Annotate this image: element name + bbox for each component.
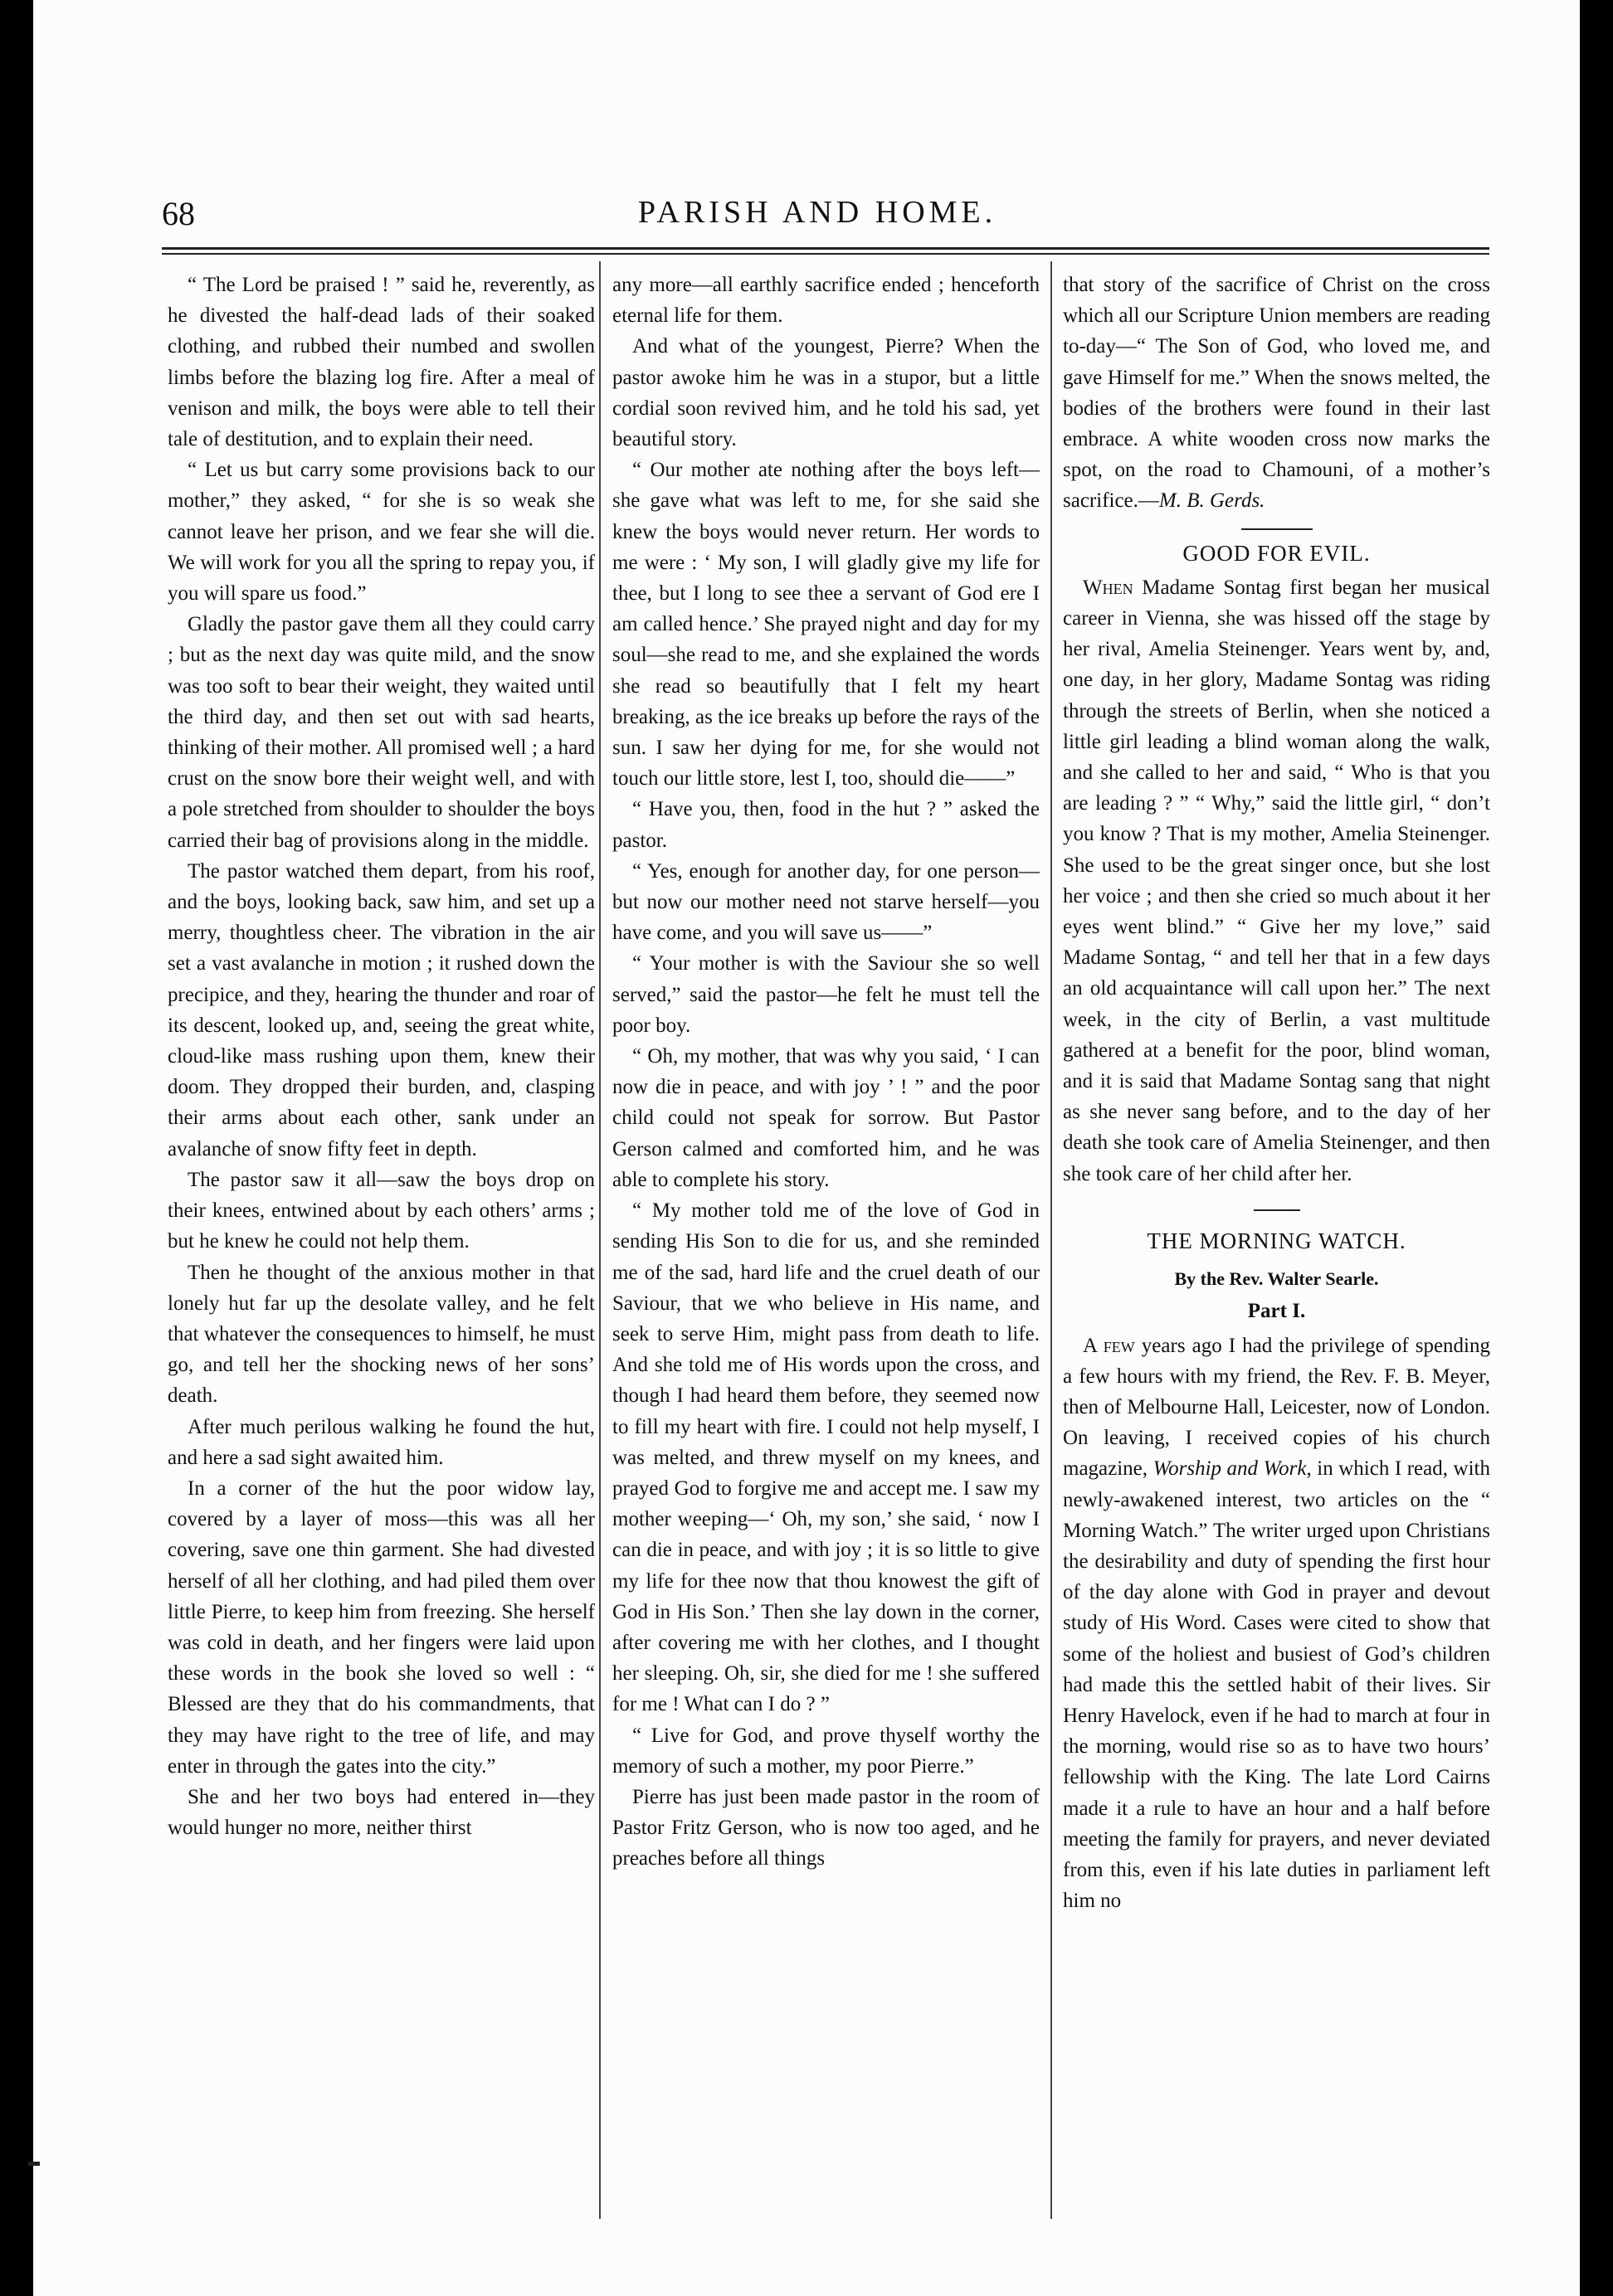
paragraph: And what of the youngest, Pierre? When the pastor awoke him he was in a stupor, but a little cordial soon revived him, and he told his sad, yet beautiful story. <box>612 335 1040 451</box>
header-rule <box>162 247 1489 250</box>
paragraph: “ Your mother is with the Saviour she so well served,” said the pastor—he felt he must tell the poor boy. <box>612 952 1040 1037</box>
paragraph <box>1063 572 1490 1189</box>
paragraph-text: years ago I had the privilege of spending a few hours with my friend, the Rev. F. B. Meyer, then of Melbourne Hall, Leicester, now of London. On leaving, I received copies of his church magazine, <box>1063 1334 1490 1481</box>
column-3 <box>1063 270 1490 1916</box>
column-2 <box>612 270 1040 1875</box>
paragraph: “ Let us but carry some provisions back to our mother,” they asked, “ for she is so weak she cannot leave her prison, and we fear she will die. We will work for you all the spring to repay you, if you will spare us food.” <box>168 459 595 606</box>
paragraph: “ Our mother ate nothing after the boys left—she gave what was left to me, for she said she knew the boys would never return. Her words to me were : ‘ My son, I will gladly give my life for thee, but I long to see thee a servant of God ere I am called hence.’ She prayed night and day for my soul—she read to me, and she explained the words she read so beautifully that I felt my heart breaking, as the ice breaks up before the rays of the sun. I saw her dying for me, for she would not touch our little store, lest I, too, should die——” <box>612 459 1040 790</box>
paragraph <box>1063 270 1490 517</box>
page-header <box>162 194 1473 241</box>
section-separator <box>1254 1209 1300 1211</box>
paragraph <box>1063 1330 1490 1917</box>
paragraph: Then he thought of the anxious mother in that lonely hut far up the desolate valley, and he felt that whatever the consequences to himself, he must go, and tell her the shocking news of her sons’ death. <box>168 1261 595 1408</box>
paragraph: The pastor watched them depart, from his roof, and the boys, looking back, saw him, and set up a merry, thoughtless cheer. The vibration in the air set a vast avalanche in motion ; it rushed down the precipice, and they, hearing the thunder and roar of its descent, looked up, and, seeing the great white, cloud-like mass rushing upon them, knew their doom. They dropped their burden, and, clasping their arms about each other, sank under an avalanche of snow fifty feet in depth. <box>168 859 595 1160</box>
column-divider <box>1050 261 1052 2219</box>
magazine-title: Worship and Work <box>1152 1457 1307 1481</box>
section-heading-morning-watch: THE MORNING WATCH. <box>1147 1228 1406 1253</box>
paragraph: Pierre has just been made pastor in the room of Pastor Fritz Gerson, who is now too aged, and he preaches before all things <box>612 1785 1040 1870</box>
lead-word: A few <box>1083 1334 1135 1357</box>
article-author: M. B. Gerds. <box>1158 489 1265 513</box>
lead-word: When <box>1083 576 1133 599</box>
column-1 <box>168 270 595 1843</box>
paragraph: “ Oh, my mother, that was why you said, ‘ I can now die in peace, and with joy ’ ! ” and the poor child could not speak for sorrow. But Pastor Gerson calmed and comforted him, and he was able to complete his story. <box>612 1045 1040 1191</box>
journal-title: PARISH AND HOME. <box>637 195 997 230</box>
paragraph: Gladly the pastor gave them all they could carry ; but as the next day was quite mild, and the snow was too soft to bear their weight, they waited until the third day, and then set out with sad hearts, thinking of their mother. All promised well ; a hard crust on the snow bore their weight well, and with a pole stretched from shoulder to shoulder the boys carried their bag of provisions along in the middle. <box>168 613 595 852</box>
paragraph: “ Have you, then, food in the hut ? ” asked the pastor. <box>612 798 1040 852</box>
paragraph: “ The Lord be praised ! ” said he, reverently, as he divested the half-dead lads of their soaked clothing, and rubbed their numbed and swollen limbs before the blazing log fire. After a meal of venison and milk, the boys were able to tell their tale of destitution, and to explain their need. <box>168 274 595 451</box>
margin-mark <box>28 2162 40 2166</box>
paragraph-text: Madame Sontag first began her musical career in Vienna, she was hissed off the stage by her rival, Amelia Steinenger. Years went by, and, one day, in her glory, Madame Sontag was riding through the streets of Berlin, when she noticed a little girl leading a blind woman along the walk, and she called to her and said, “ Who is that you are leading ? ” “ Why,” said the little girl, “ don’t you know ? That is my mother, Amelia Steinenger. She used to be the great singer once, but she lost her voice ; and then she cried so much about it her eyes went blind.” “ Give her my love,” said Madame Sontag, “ and tell her that in a few days an old acquaintance will call upon her.” The next week, in the city of Berlin, a vast multitude gathered at a benefit for the poor, blind woman, and it is said that Madame Sontag sang that night as she never sang before, and to the day of her death she took care of Amelia Steinenger, and then she took care of her child after her. <box>1063 576 1490 1185</box>
column-divider <box>599 261 601 2219</box>
section-heading-good-for-evil: GOOD FOR EVIL. <box>1182 540 1371 566</box>
header-rule-double <box>162 253 1489 255</box>
paragraph: After much perilous walking he found the hut, and here a sad sight awaited him. <box>168 1415 595 1469</box>
paragraph: “ Live for God, and prove thyself worthy the memory of such a mother, my poor Pierre.” <box>612 1724 1040 1778</box>
paragraph: “ Yes, enough for another day, for one person—but now our mother need not starve herself—you have come, and you will save us——” <box>612 859 1040 945</box>
byline: By the Rev. Walter Searle. <box>1174 1268 1379 1290</box>
part-label: Part I. <box>1247 1300 1306 1323</box>
paragraph: any more—all earthly sacrifice ended ; henceforth eternal life for them. <box>612 274 1040 328</box>
paragraph: “ My mother told me of the love of God in sending His Son to die for us, and she reminded me of the sad, hard life and the cruel death of our Saviour, that we who believe in His name, and seek to serve Him, might pass from death to life. And she told me of His words upon the cross, and though I had heard them before, they seemed now to fill my heart with fire. I could not help myself, I was melted, and threw myself on my knees, and prayed God to forgive me and accept me. I saw my mother weeping—‘ Oh, my son,’ she said, ‘ now I can die in peace, and with joy ; it is so little to give my life for thee now that thou knowest the gift of God in His Son.’ Then she lay down in the corner, after covering me with her clothes, and I thought her sleeping. Oh, sir, she died for me ! she suffered for me ! What can I do ? ” <box>612 1199 1040 1716</box>
page-number: 68 <box>162 195 195 232</box>
paragraph: In a corner of the hut the poor widow lay, covered by a layer of moss—this was all her covering, save one thin garment. She had divested herself of all her clothing, and had piled them over little Pierre, to keep him from freezing. She herself was cold in death, and her fingers were laid upon these words in the book she loved so well : “ Blessed are they that do his commandments, that they may have right to the tree of life, and may enter in through the gates into the city.” <box>168 1476 595 1778</box>
paragraph-text: that story of the sacrifice of Christ on the cross which all our Scripture Union members are reading to-day—“ The Son of God, who loved me, and gave Himself for me.” When the snows melted, the bodies of the brothers were found in their last embrace. A white wooden cross now marks the spot, on the road to Chamouni, of a mother’s sacrifice.— <box>1063 274 1490 513</box>
paragraph: The pastor saw it all—saw the boys drop on their knees, entwined about by each others’ arms ; but he knew he could not help them. <box>168 1168 595 1253</box>
section-separator <box>1241 528 1313 530</box>
paragraph: She and her two boys had entered in—they would hunger no more, neither thirst <box>168 1785 595 1840</box>
paragraph-text: , in which I read, with newly-awakened interest, two articles on the “ Morning Watch.” The writer urged upon Christians the desirability and duty of spending the first hour of the day alone with God in prayer and devout study of His Word. Cases were cited to show that some of the holiest and busiest of God’s children had made this the settled habit of their lives. Sir Henry Havelock, even if he had to march at four in the morning, would rise so as to have two hours’ fellowship with the King. The late Lord Cairns made it a rule to have an hour and a half before meeting the family for prayers, and never deviated from this, even if his late duties in parliament left him no <box>1063 1457 1490 1913</box>
